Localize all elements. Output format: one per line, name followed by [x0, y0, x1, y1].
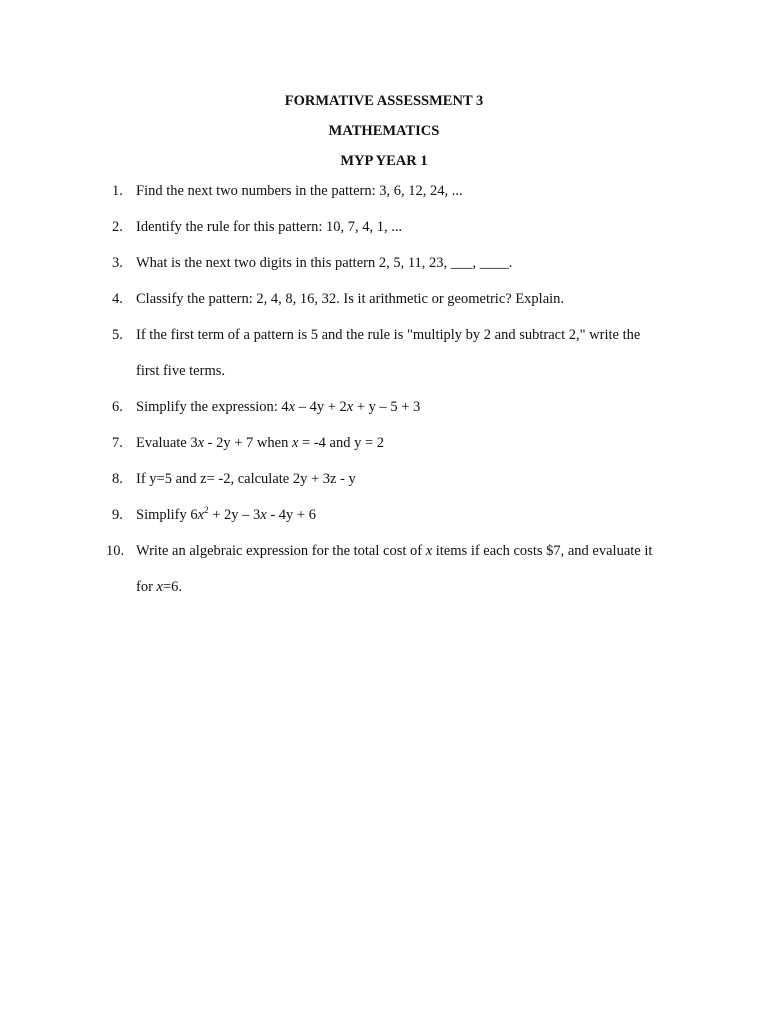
question-number: 2. — [112, 219, 123, 235]
question-text: If y=5 and z= -2, calculate 2y + 3z - y — [136, 471, 356, 487]
question-text: Classify the pattern: 2, 4, 8, 16, 32. Is it arithmetic or geometric? Explain. — [136, 291, 565, 307]
question-item — [106, 542, 712, 596]
question-text-part: for — [136, 579, 157, 595]
question-item — [112, 470, 712, 488]
question-number: 5. — [112, 327, 123, 343]
question-list — [106, 182, 712, 614]
variable-x: x — [291, 435, 299, 451]
question-number: 7. — [112, 435, 123, 451]
question-number: 4. — [112, 291, 123, 307]
question-number: 1. — [112, 183, 123, 199]
question-text-part: + y – 5 + 3 — [353, 399, 421, 415]
variable-x: x — [288, 399, 296, 415]
subject-heading: MATHEMATICS — [328, 123, 440, 139]
question-item — [112, 254, 712, 272]
question-item — [112, 506, 712, 524]
question-text-part: - 4y + 6 — [266, 507, 316, 523]
question-item — [112, 218, 712, 236]
variable-x: x — [260, 507, 267, 523]
question-item — [112, 398, 712, 416]
question-text-part: Write an algebraic expression for the total cost of — [136, 543, 426, 559]
question-item — [112, 434, 712, 452]
question-item — [112, 326, 712, 380]
document-title: FORMATIVE ASSESSMENT 3 — [284, 93, 484, 109]
question-text-line-2: first five terms. — [136, 363, 225, 379]
question-text: Identify the rule for this pattern: 10, 7, 4, 1, ... — [136, 219, 403, 235]
question-text-line-2 — [136, 578, 712, 596]
question-number: 6. — [112, 399, 123, 415]
variable-x: x — [425, 543, 433, 559]
question-text-part: = -4 and y = 2 — [298, 435, 385, 451]
question-number: 3. — [112, 255, 123, 271]
question-text-part: - 2y + 7 when — [204, 435, 292, 451]
question-text-part: Evaluate 3 — [136, 435, 198, 451]
exponent: 2 — [204, 505, 209, 515]
question-text-part: =6. — [162, 579, 183, 595]
variable-x: x — [197, 435, 205, 451]
question-text-part: – 4y + 2 — [295, 399, 347, 415]
question-number: 10. — [106, 543, 125, 559]
question-text-part: + 2y – 3 — [208, 507, 261, 523]
question-number: 8. — [112, 471, 123, 487]
question-text-part: Simplify the expression: 4 — [136, 399, 289, 415]
question-text: What is the next two digits in this pattern 2, 5, 11, 23, ___, ____. — [136, 255, 513, 271]
question-number: 9. — [112, 507, 123, 523]
variable-x: x — [346, 399, 354, 415]
question-text: Find the next two numbers in the pattern: 3, 6, 12, 24, ... — [136, 183, 463, 199]
question-text-part: Simplify 6 — [136, 507, 198, 523]
variable-x: x — [156, 579, 163, 595]
question-text-line-1: If the first term of a pattern is 5 and the rule is "multiply by 2 and subtract 2," write the — [136, 327, 641, 343]
question-item — [112, 182, 712, 200]
question-item — [112, 290, 712, 308]
variable-x: x — [197, 507, 205, 523]
question-text-part: items if each costs $7, and evaluate it — [432, 543, 653, 559]
year-heading: MYP YEAR 1 — [340, 153, 428, 169]
